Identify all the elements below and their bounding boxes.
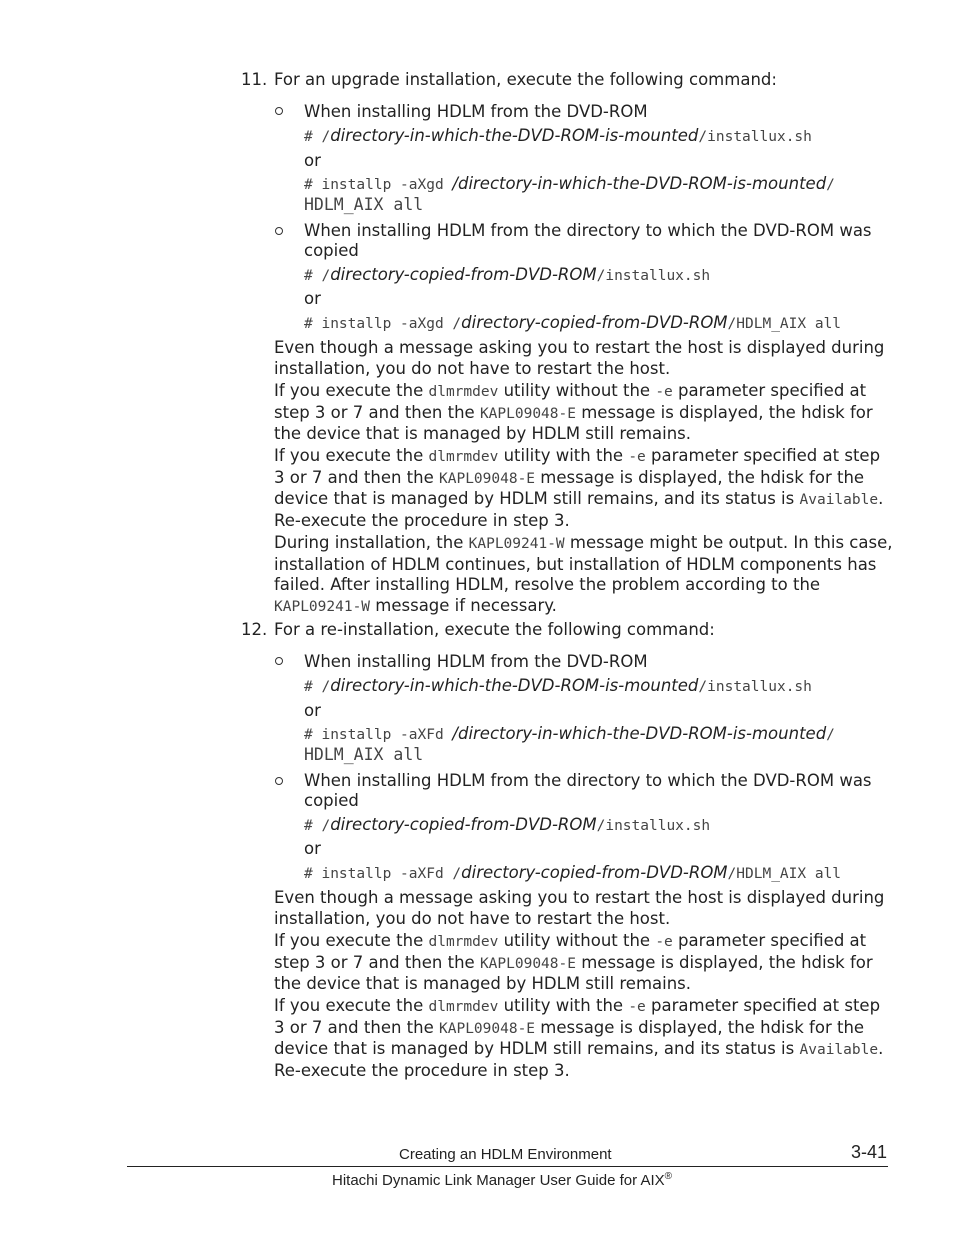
step-11-cmd-installp: # installp -aXgd /directory-in-which-the-DVD-ROM-is-mounted/ — [304, 174, 835, 193]
step-number-12: 12. — [241, 620, 268, 639]
registered-trademark: ® — [664, 1171, 673, 1182]
or-label: or — [304, 289, 321, 308]
footer-page-number: 3-41 — [851, 1142, 888, 1162]
step-12-bullet-1-text: When installing HDLM from the DVD-ROM — [304, 652, 648, 671]
step-11-note-without-e: If you execute the dlmrmdev utility without the -e parameter specified at step 3 or 7 and then the KAPL09048-E message is displayed, the hdisk for the device that is managed by HDLM still remains. — [274, 381, 873, 443]
step-11-cmd2-installp: # installp -aXgd /directory-copied-from-DVD-ROM/HDLM_AIX all — [304, 313, 842, 332]
step-12-cmd2-installux: # /directory-copied-from-DVD-ROM/installux.sh — [304, 815, 711, 834]
step-11-cmd2-installux: # /directory-copied-from-DVD-ROM/installux.sh — [304, 265, 711, 284]
bullet-icon — [275, 657, 283, 665]
or-label: or — [304, 701, 321, 720]
step-12-cmd-installp: # installp -aXFd /directory-in-which-the-DVD-ROM-is-mounted/ — [304, 724, 835, 743]
bullet-icon — [275, 107, 283, 115]
step-11-note-kapl09241: During installation, the KAPL09241-W message might be output. In this case, installation of HDLM continues, but installation of HDLM components has failed. After installing HDLM, resolve the problem according to the KAPL09241-W message if necessary. — [274, 533, 893, 615]
footer-book-title: Hitachi Dynamic Link Manager User Guide for AIX® — [332, 1171, 673, 1189]
step-12-cmd2-installp: # installp -aXFd /directory-copied-from-DVD-ROM/HDLM_AIX all — [304, 863, 842, 882]
step-11-cmd-installux: # /directory-in-which-the-DVD-ROM-is-mounted/installux.sh — [304, 126, 812, 145]
step-11-bullet-2-text-cont: copied — [304, 241, 359, 260]
step-11-bullet-1-text: When installing HDLM from the DVD-ROM — [304, 102, 648, 121]
step-12-cmd-installux: # /directory-in-which-the-DVD-ROM-is-mounted/installux.sh — [304, 676, 812, 695]
step-12-bullet-2-text-cont: copied — [304, 791, 359, 810]
step-11-bullet-2-text: When installing HDLM from the directory to which the DVD-ROM was — [304, 221, 872, 240]
or-label: or — [304, 151, 321, 170]
step-11-intro: For an upgrade installation, execute the following command: — [274, 70, 777, 89]
step-12-cmd-installp-cont: HDLM_AIX all — [304, 745, 424, 764]
footer-divider — [127, 1166, 888, 1167]
step-12-note-restart: Even though a message asking you to restart the host is displayed during installation, you do not have to restart the host. — [274, 888, 885, 928]
step-12-note-with-e: If you execute the dlmrmdev utility with the -e parameter specified at step 3 or 7 and then the KAPL09048-E message is displayed, the hdisk for the device that is managed by HDLM still remains, and its status is Available. Re-execute the procedure in step 3. — [274, 996, 884, 1080]
step-11-note-restart: Even though a message asking you to restart the host is displayed during installation, you do not have to restart the host. — [274, 338, 885, 378]
step-number-11: 11. — [241, 70, 268, 89]
step-11-cmd-installp-cont: HDLM_AIX all — [304, 195, 424, 214]
step-12-intro: For a re-installation, execute the following command: — [274, 620, 715, 639]
step-12-bullet-2-text: When installing HDLM from the directory to which the DVD-ROM was — [304, 771, 872, 790]
step-12-note-without-e: If you execute the dlmrmdev utility without the -e parameter specified at step 3 or 7 and then the KAPL09048-E message is displayed, the hdisk for the device that is managed by HDLM still remains. — [274, 931, 873, 993]
bullet-icon — [275, 227, 283, 235]
step-11-note-with-e: If you execute the dlmrmdev utility with the -e parameter specified at step 3 or 7 and then the KAPL09048-E message is displayed, the hdisk for the device that is managed by HDLM still remains, and its status is Available. Re-execute the procedure in step 3. — [274, 446, 884, 530]
or-label: or — [304, 839, 321, 858]
footer-chapter-title: Creating an HDLM Environment — [399, 1146, 612, 1163]
bullet-icon — [275, 777, 283, 785]
